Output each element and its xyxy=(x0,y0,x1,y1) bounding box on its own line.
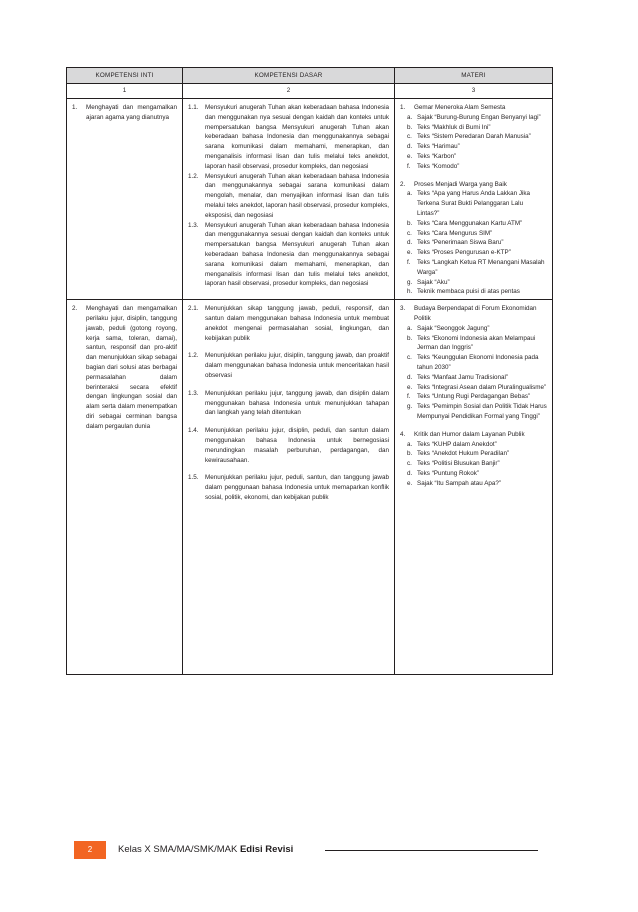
materi-item xyxy=(400,219,547,229)
materi-item xyxy=(400,123,547,133)
materi-item-text: Teks “Cara Menggunakan Kartu ATM” xyxy=(417,219,523,227)
kd-number: 1.2. xyxy=(188,172,199,180)
materi-item xyxy=(400,383,547,393)
kd-item xyxy=(188,304,389,343)
materi-item xyxy=(400,392,547,402)
materi-item-text: Teks “Untung Rugi Perdagangan Bebas” xyxy=(417,393,531,401)
materi-item-text: Teks “Sistem Peredaran Darah Manusia” xyxy=(417,133,531,141)
materi-item-letter: b. xyxy=(407,123,413,131)
materi-item-text: Teks “Penerimaan Siswa Baru” xyxy=(417,239,504,247)
book-title-main: Kelas X SMA/MA/SMK/MAK xyxy=(118,844,238,855)
materi-title: Budaya Berpendapat di Forum Ekonomidan Politik xyxy=(414,305,537,322)
kd-cell xyxy=(183,300,395,675)
materi-item-text: Teks “Cara Mengurus SIM” xyxy=(417,229,493,237)
materi-item-text: Teks “Karbon” xyxy=(417,152,457,160)
book-title xyxy=(118,843,293,857)
materi-item xyxy=(400,373,547,383)
header-materi: MATERI xyxy=(395,68,553,84)
ki-text: Menghayati dan mengamalkan perilaku jujur, disiplin, tanggung jawab, peduli (gotong royong, kerja sama, toleran, damai), santun, responsif dan pro-aktif dan menunjukkan sikap sebagai bagian dari solusi atas berbagai permasalahan dalam berinteraksi secara efektif dengan lingkungan sosial dan alam serta dalam menempatkan diri sebagai cerminan bangsa dalam pergaulan dunia xyxy=(86,305,177,430)
materi-item-letter: f. xyxy=(407,258,411,266)
materi-item xyxy=(400,113,547,123)
materi-item-text: Teks “Keunggulan Ekonomi Indonesia pada tahun 2030” xyxy=(417,354,539,371)
materi-title: Kritik dan Humor dalam Layanan Publik xyxy=(414,430,525,438)
materi-item xyxy=(400,479,547,489)
table-row xyxy=(67,300,553,675)
kd-cell xyxy=(183,99,395,300)
footer-divider xyxy=(325,850,538,851)
materi-item xyxy=(400,142,547,152)
kd-text: Mensyukuri anugerah Tuhan akan keberadaan bahasa Indonesia dan menggunakannya sebagai sarana komunikasi dalam mengolah, menalar, dan menyajikan informasi lisan dan tulis melalui teks anekdot, laporan hasil observasi, prosedur kompleks, eksposisi, dan negosiasi xyxy=(205,172,389,219)
materi-item xyxy=(400,238,547,248)
column-number: 3 xyxy=(395,84,553,99)
materi-title: Gemar Meneroka Alam Semesta xyxy=(414,104,506,111)
kd-item xyxy=(188,172,389,221)
materi-item-letter: a. xyxy=(407,440,413,448)
materi-item-letter: c. xyxy=(407,229,412,237)
materi-item-text: Teks “Makhluk di Bumi Ini” xyxy=(417,123,491,131)
materi-item-text: Teks “Manfaat Jamu Tradisional” xyxy=(417,373,508,381)
materi-item-letter: e. xyxy=(407,249,413,257)
materi-item xyxy=(400,402,547,422)
materi-item-letter: a. xyxy=(407,113,413,121)
materi-item xyxy=(400,353,547,373)
column-number-row xyxy=(67,84,553,99)
materi-number: 1. xyxy=(400,104,406,111)
materi-item xyxy=(400,248,547,258)
ki-text: Menghayati dan mengamalkan ajaran agama yang dianutnya xyxy=(86,104,177,121)
materi-item-letter: c. xyxy=(407,460,412,468)
materi-item-letter: d. xyxy=(407,469,413,477)
materi-item-text: Teks “Komodo” xyxy=(417,162,460,170)
materi-item-text: Sajak “Itu Sampah atau Apa?” xyxy=(417,479,502,487)
book-edition: Edisi Revisi xyxy=(239,844,294,855)
materi-item-letter: d. xyxy=(407,143,413,151)
materi-number: 2. xyxy=(400,180,406,188)
header-kompetensi-inti: KOMPETENSI INTI xyxy=(67,68,183,84)
materi-section xyxy=(400,430,547,440)
materi-item-letter: a. xyxy=(407,190,413,198)
materi-item-text: Teknik membaca puisi di atas pentas xyxy=(417,288,520,296)
kd-item xyxy=(188,389,389,418)
materi-item-text: Sajak “Burung-Burung Engan Benyanyi lagi” xyxy=(417,113,541,121)
materi-item-letter: e. xyxy=(407,383,413,391)
kd-text: Mensyukuri anugerah Tuhan akan keberadaan bahasa Indonesia dan menggunakannya sesuai dengan kaidah dan konteks untuk mempersatukan bangsa Mensyukuri anugerah Tuhan akan keberadaan bahasa Indonesia dan menggunakannya sebagai sarana komunikasi dalam memahami, menerapkan, dan menganalisis informasi lisan dan tulis melalui teks anekdot, laporan hasil observasi, prosedur kompleks, dan negosiasi xyxy=(205,221,389,288)
kd-number: 1.5. xyxy=(188,474,199,482)
kd-text: Menunjukkan perilaku jujur, peduli, santun, dan tanggung jawab dalam penggunaan bahasa Indonesia untuk memaparkan konflik sosial, politik, ekonomi, dan kebijakan publik xyxy=(205,474,389,501)
materi-item-letter: d. xyxy=(407,239,413,247)
materi-title: Proses Menjadi Warga yang Baik xyxy=(414,180,507,188)
materi-item xyxy=(400,229,547,239)
column-number: 2 xyxy=(183,84,395,99)
materi-item xyxy=(400,334,547,354)
ki-number: 1. xyxy=(72,104,78,111)
kd-text: Menunjukkan perilaku jujur, disiplin, tanggung jawab, dan proaktif dalam menggunakan bahasa Indonesia untuk menceritakan hasil observasi xyxy=(205,352,389,379)
kd-text: Mensyukuri anugerah Tuhan akan keberadaan bahasa Indonesia dan menggunakan nya sesuai dengan kaidah dan konteks untuk mempersatukan bangsa Mensyukuri anugerah Tuhan akan keberadaan bahasa Indonesia dan menggunakannya sebagai sarana komunikasi dalam memahami, menerapkan, dan menganalisis informasi lisan dan tulis melalui teks anekdot, laporan hasil observasi, prosedur kompleks, dan negosiasi xyxy=(205,104,389,170)
kd-item xyxy=(188,103,389,172)
ki-cell xyxy=(67,99,183,300)
materi-item-text: Teks “Langkah Ketua RT Menangani Masalah Warga” xyxy=(417,258,545,276)
column-number: 1 xyxy=(67,84,183,99)
materi-section xyxy=(400,180,547,190)
materi-cell xyxy=(395,300,553,675)
materi-item-letter: h. xyxy=(407,288,413,296)
table-row xyxy=(67,99,553,300)
materi-section xyxy=(400,304,547,324)
ki-cell xyxy=(67,300,183,675)
materi-item xyxy=(400,449,547,459)
kd-number: 1.2. xyxy=(188,352,199,360)
materi-item-letter: e. xyxy=(407,152,413,160)
kd-text: Menunjukkan perilaku jujur, disiplin, peduli, dan santun dalam menggunakan bahasa Indonesia untuk bernegosiasi merundingkan masalah perburuhan, perdagangan, dan kewirausahaan. xyxy=(205,427,389,464)
materi-item-text: Teks “Anekdot Hukum Peradilan” xyxy=(417,450,510,458)
materi-item xyxy=(400,152,547,162)
materi-number: 3. xyxy=(400,305,406,313)
materi-item-letter: a. xyxy=(407,324,413,332)
materi-item-text: Teks “Politisi Blusukan Banjir” xyxy=(417,460,500,468)
materi-item-letter: c. xyxy=(407,133,412,141)
kd-item xyxy=(188,221,389,290)
kd-number: 1.1. xyxy=(188,104,199,111)
ki-number: 2. xyxy=(72,305,78,313)
materi-item-text: Teks “KUHP dalam Anekdot” xyxy=(417,440,497,448)
kd-number: 2.1. xyxy=(188,305,199,313)
materi-item-text: Sajak “Aku” xyxy=(417,278,450,286)
materi-item xyxy=(400,162,547,172)
kd-number: 1.3. xyxy=(188,389,199,397)
materi-item-letter: b. xyxy=(407,450,413,458)
page-number-badge: 2 xyxy=(74,841,106,859)
kd-text: Menunjukkan sikap tanggung jawab, peduli, responsif, dan santun dalam menggunakan bahasa Indonesia untuk membuat anekdot mengenai permasalahan sosial, lingkungan, dan kebijakan publik xyxy=(205,305,389,342)
materi-item-letter: e. xyxy=(407,479,413,487)
materi-item-text: Teks “Harimau” xyxy=(417,143,460,151)
materi-item-letter: g. xyxy=(407,278,413,286)
kd-item xyxy=(188,426,389,465)
kd-number: 1.4. xyxy=(188,427,199,435)
materi-item xyxy=(400,440,547,450)
materi-item-text: Teks “Ekonomi Indonesia akan Melampaui Jerman dan Inggris” xyxy=(417,334,536,352)
header-row xyxy=(67,68,553,84)
materi-item-text: Teks “Integrasi Asean dalam Pluralingualisme” xyxy=(417,383,547,391)
kd-item xyxy=(188,351,389,380)
materi-item-text: Teks “Puntung Rokok” xyxy=(417,469,479,477)
materi-item-text: Sajak “Seonggok Jagung” xyxy=(417,324,490,332)
materi-item-letter: g. xyxy=(407,403,413,411)
materi-item xyxy=(400,258,547,278)
competency-table xyxy=(66,67,553,675)
header-kompetensi-dasar: KOMPETENSI DASAR xyxy=(183,68,395,84)
materi-cell xyxy=(395,99,553,300)
kd-number: 1.3. xyxy=(188,221,199,229)
materi-item xyxy=(400,278,547,288)
materi-number: 4. xyxy=(400,430,406,438)
materi-item-letter: d. xyxy=(407,373,413,381)
materi-item xyxy=(400,132,547,142)
materi-item-letter: b. xyxy=(407,219,413,227)
materi-item-text: Teks “Proses Pengurusan e-KTP” xyxy=(417,249,511,257)
materi-item-text: Teks “Apa yang Harus Anda Lakkan Jika Terkena Surat Bukti Pelanggaran Lalu Lintas?” xyxy=(417,190,531,217)
materi-item-letter: b. xyxy=(407,334,413,342)
materi-item-letter: f. xyxy=(407,393,411,401)
materi-item xyxy=(400,459,547,469)
materi-item-text: Teks “Pemimpin Sosial dan Politik Tidak Harus Mempunyai Pendidikan Formal yang Tinggi” xyxy=(417,403,547,420)
kd-text: Menunjukkan perilaku jujur, tanggung jawab, dan disiplin dalam menggunakan bahasa Indonesia untuk menunjukkan tahapan dan langkah yang telah ditentukan xyxy=(205,389,389,417)
materi-item xyxy=(400,469,547,479)
materi-item xyxy=(400,287,547,297)
materi-item-letter: f. xyxy=(407,162,411,170)
kd-item xyxy=(188,473,389,502)
materi-item xyxy=(400,189,547,218)
materi-item xyxy=(400,324,547,334)
materi-item-letter: c. xyxy=(407,354,412,362)
materi-section xyxy=(400,103,547,113)
